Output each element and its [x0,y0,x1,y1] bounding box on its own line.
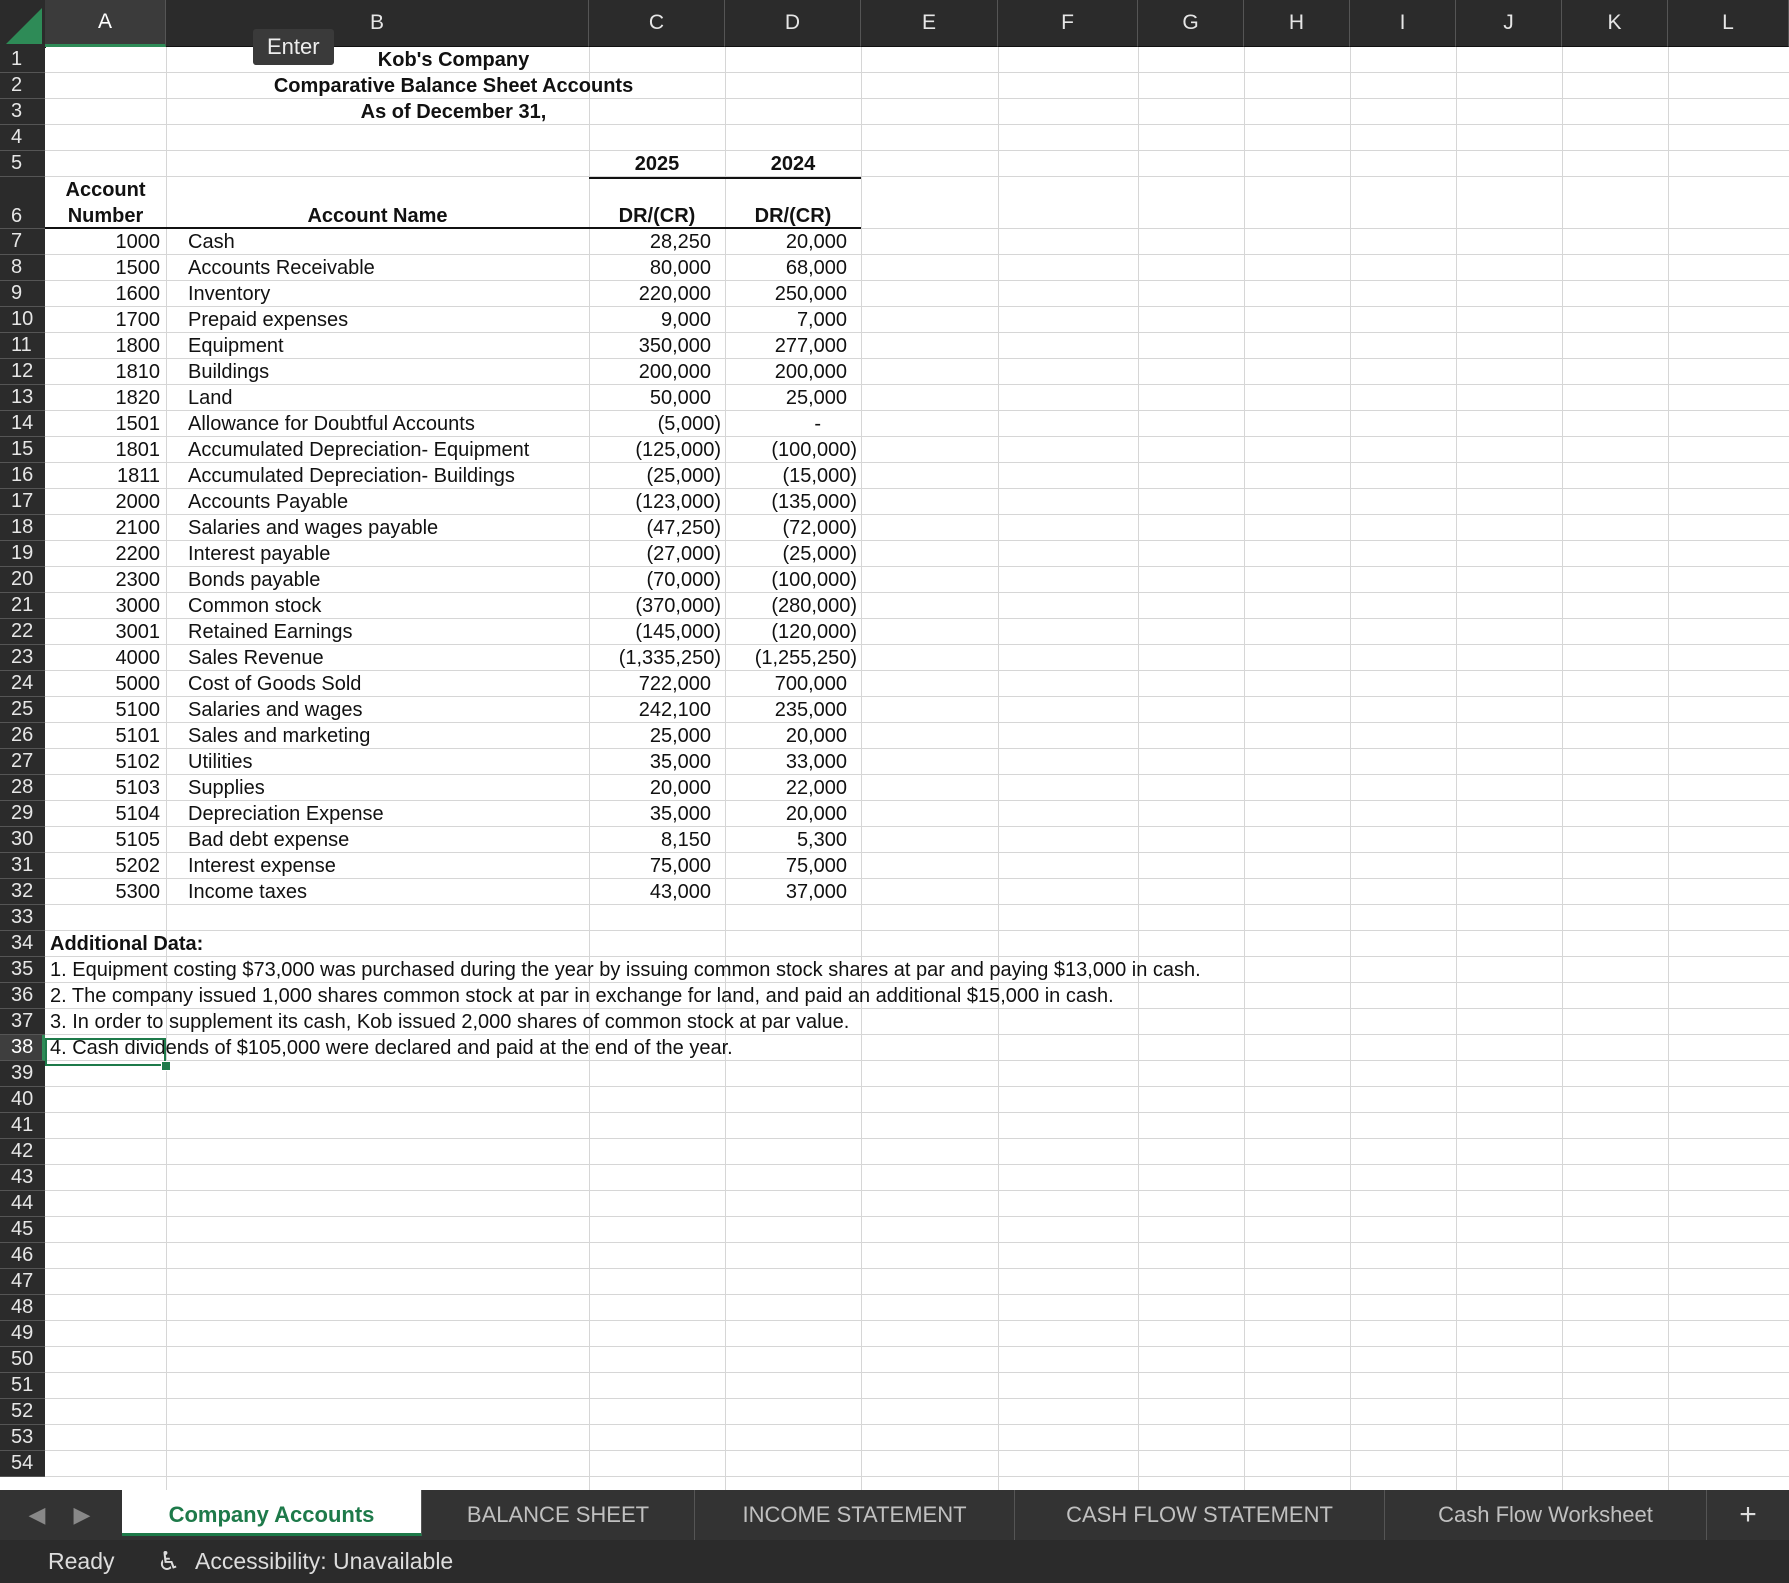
value-2024[interactable]: 700,000 [774,673,847,695]
value-2025[interactable]: (27,000) [646,543,721,565]
row-header-4[interactable]: 4 [0,125,45,151]
enter-mode-tooltip: Enter [253,29,334,65]
row-gridline [45,1320,1789,1321]
row-header-15[interactable]: 15 [0,437,45,463]
status-bar [0,1540,1789,1583]
value-2025[interactable]: 50,000 [649,387,711,409]
account-name[interactable]: Salaries and wages payable [188,517,439,539]
accessibility-status[interactable]: Accessibility: Unavailable [195,1548,454,1574]
value-2025[interactable]: (47,250) [646,517,721,539]
row-gridline [45,1112,1789,1113]
row-header-48[interactable]: 48 [0,1295,45,1321]
value-2025[interactable]: 242,100 [638,699,711,721]
account-name[interactable]: Accounts Payable [188,491,349,513]
row-header-21[interactable]: 21 [0,593,45,619]
row-gridline [45,1216,1789,1217]
value-2024[interactable]: 5,300 [796,829,847,851]
row-header-46[interactable]: 46 [0,1243,45,1269]
additional-data-heading[interactable]: Additional Data: [50,933,204,955]
column-header-k[interactable]: K [1562,0,1668,47]
header-account-name[interactable]: Account Name [307,205,448,227]
value-2025[interactable]: 200,000 [638,361,711,383]
column-header-h[interactable]: H [1244,0,1350,47]
row-header-13[interactable]: 13 [0,385,45,411]
column-header-i[interactable]: I [1350,0,1456,47]
account-number[interactable]: 5101 [115,725,160,747]
additional-data-line[interactable]: 2. The company issued 1,000 shares common stock at par in exchange for land, and paid an additional $15,000 in cash. [50,985,1114,1007]
account-number[interactable]: 1810 [115,361,160,383]
column-gridline [861,47,862,1490]
column-gridline [1456,47,1457,1490]
row-header-16[interactable]: 16 [0,463,45,489]
year-2025[interactable]: 2025 [589,151,725,179]
value-2025[interactable]: (125,000) [635,439,721,461]
row-header-26[interactable]: 26 [0,723,45,749]
row-gridline [45,150,1789,151]
row-header-20[interactable]: 20 [0,567,45,593]
account-name[interactable]: Salaries and wages [188,699,363,721]
company-title[interactable]: Kob's Company [377,49,530,71]
value-2025[interactable]: 8,150 [660,829,711,851]
value-2024[interactable]: (72,000) [782,517,857,539]
column-header-e[interactable]: E [861,0,998,47]
row-header-29[interactable]: 29 [0,801,45,827]
value-2025[interactable]: 722,000 [638,673,711,695]
column-gridline [166,47,167,1490]
sheet-tab-bar [0,1490,1789,1540]
value-2025[interactable]: 25,000 [649,725,711,747]
account-number[interactable]: 5300 [115,881,160,903]
value-2024[interactable]: 200,000 [774,361,847,383]
row-header-3[interactable]: 3 [0,99,45,125]
account-name[interactable]: Utilities [188,751,253,773]
account-name[interactable]: Equipment [188,335,284,357]
account-number[interactable]: 2100 [115,517,160,539]
row-header-38[interactable]: 38 [0,1035,45,1061]
row-header-43[interactable]: 43 [0,1165,45,1191]
account-name[interactable]: Cost of Goods Sold [188,673,362,695]
row-header-25[interactable]: 25 [0,697,45,723]
column-header-f[interactable]: F [998,0,1138,47]
account-number[interactable]: 2200 [115,543,160,565]
account-number[interactable]: 1700 [115,309,160,331]
row-header-22[interactable]: 22 [0,619,45,645]
value-2024[interactable]: (280,000) [771,595,857,617]
row-header-31[interactable]: 31 [0,853,45,879]
column-gridline [1138,47,1139,1490]
account-number[interactable]: 4000 [115,647,160,669]
value-2024[interactable]: (25,000) [782,543,857,565]
row-header-51[interactable]: 51 [0,1373,45,1399]
header-account[interactable]: Account [65,179,146,201]
value-2025[interactable]: 75,000 [649,855,711,877]
year-2024[interactable]: 2024 [725,151,861,179]
row-header-42[interactable]: 42 [0,1139,45,1165]
fill-handle[interactable] [161,1061,171,1071]
account-name[interactable]: Prepaid expenses [188,309,349,331]
row-header-45[interactable]: 45 [0,1217,45,1243]
row-header-40[interactable]: 40 [0,1087,45,1113]
column-header-g[interactable]: G [1138,0,1244,47]
additional-data-line[interactable]: 1. Equipment costing $73,000 was purchased during the year by issuing common stock shares at par and paying $13,000 in cash. [50,959,1201,981]
column-gridline [1562,47,1563,1490]
account-name[interactable]: Sales and marketing [188,725,371,747]
value-2024[interactable]: - [814,413,821,435]
row-header-34[interactable]: 34 [0,931,45,957]
row-gridline [45,1372,1789,1373]
account-name[interactable]: Bonds payable [188,569,321,591]
row-gridline [45,1294,1789,1295]
tab-cash-flow-worksheet[interactable]: Cash Flow Worksheet [1385,1490,1707,1540]
value-2024[interactable]: 235,000 [774,699,847,721]
column-header-l[interactable]: L [1668,0,1789,47]
header-drcr-2024[interactable]: DR/(CR) [754,205,832,227]
row-gridline [45,1424,1789,1425]
value-2025[interactable]: 80,000 [649,257,711,279]
row-header-30[interactable]: 30 [0,827,45,853]
account-number[interactable]: 5102 [115,751,160,773]
row-header-52[interactable]: 52 [0,1399,45,1425]
row-gridline [45,1190,1789,1191]
status-ready: Ready [48,1548,115,1574]
account-number[interactable]: 5000 [115,673,160,695]
column-header-b[interactable]: B [166,0,589,47]
account-number[interactable]: 1801 [115,439,160,461]
additional-data-line[interactable]: 3. In order to supplement its cash, Kob issued 2,000 shares of common stock at par value. [50,1011,850,1033]
header-drcr-2025[interactable]: DR/(CR) [618,205,696,227]
row-gridline [45,1346,1789,1347]
column-gridline [1350,47,1351,1490]
row-header-2[interactable]: 2 [0,73,45,99]
row-header-11[interactable]: 11 [0,333,45,359]
column-header-a[interactable]: A [45,0,166,47]
row-header-19[interactable]: 19 [0,541,45,567]
row-header-49[interactable]: 49 [0,1321,45,1347]
value-2024[interactable]: 250,000 [774,283,847,305]
account-name[interactable]: Accounts Receivable [188,257,375,279]
row-gridline [45,176,1789,177]
value-2025[interactable]: (25,000) [646,465,721,487]
row-header-28[interactable]: 28 [0,775,45,801]
account-name[interactable]: Accumulated Depreciation- Equipment [188,439,530,461]
row-header-35[interactable]: 35 [0,957,45,983]
tab-income-statement[interactable]: INCOME STATEMENT [695,1490,1015,1540]
value-2025[interactable]: (145,000) [635,621,721,643]
tab-company-accounts[interactable]: Company Accounts [122,1490,422,1536]
sheet-subtitle[interactable]: Comparative Balance Sheet Accounts [273,75,634,97]
account-name[interactable]: Buildings [188,361,270,383]
account-number[interactable]: 1501 [115,413,160,435]
account-name[interactable]: Sales Revenue [188,647,324,669]
add-sheet-button[interactable]: + [1739,1498,1757,1531]
row-header-53[interactable]: 53 [0,1425,45,1451]
value-2024[interactable]: (120,000) [771,621,857,643]
account-number[interactable]: 3000 [115,595,160,617]
row-header-36[interactable]: 36 [0,983,45,1009]
value-2024[interactable]: 22,000 [785,777,847,799]
row-gridline [45,1268,1789,1269]
value-2025[interactable]: 35,000 [649,803,711,825]
row-gridline [45,1450,1789,1451]
as-of-date[interactable]: As of December 31, [360,101,547,123]
column-header-d[interactable]: D [725,0,861,47]
account-number[interactable]: 1600 [115,283,160,305]
active-cell-a38[interactable] [45,1038,166,1066]
row-header-5[interactable]: 5 [0,151,45,177]
row-header-33[interactable]: 33 [0,905,45,931]
account-number[interactable]: 5103 [115,777,160,799]
column-header-j[interactable]: J [1456,0,1562,47]
value-2024[interactable]: 20,000 [785,725,847,747]
row-header-18[interactable]: 18 [0,515,45,541]
row-gridline [45,1398,1789,1399]
account-name[interactable]: Retained Earnings [188,621,353,643]
value-2025[interactable]: (70,000) [646,569,721,591]
value-2024[interactable]: 68,000 [785,257,847,279]
select-all-corner[interactable] [0,0,46,48]
account-number[interactable]: 5202 [115,855,160,877]
row-gridline [45,1086,1789,1087]
additional-data-line[interactable]: 4. Cash dividends of $105,000 were declared and paid at the end of the year. [50,1037,733,1059]
value-2025[interactable]: 350,000 [638,335,711,357]
column-gridline [998,47,999,1490]
value-2025[interactable]: (123,000) [635,491,721,513]
accessibility-icon[interactable]: ♿ [157,1546,181,1576]
value-2024[interactable]: 7,000 [796,309,847,331]
row-header-27[interactable]: 27 [0,749,45,775]
value-2024[interactable]: 277,000 [774,335,847,357]
account-number[interactable]: 1800 [115,335,160,357]
account-name[interactable]: Bad debt expense [188,829,350,851]
value-2025[interactable]: 35,000 [649,751,711,773]
value-2025[interactable]: 20,000 [649,777,711,799]
value-2024[interactable]: (135,000) [771,491,857,513]
row-header-6[interactable]: 6 [0,177,45,229]
value-2025[interactable]: (5,000) [657,413,721,435]
value-2024[interactable]: 25,000 [785,387,847,409]
value-2025[interactable]: (1,335,250) [618,647,721,669]
row-header-41[interactable]: 41 [0,1113,45,1139]
value-2025[interactable]: 220,000 [638,283,711,305]
account-name[interactable]: Inventory [188,283,271,305]
row-header-12[interactable]: 12 [0,359,45,385]
value-2025[interactable]: 9,000 [660,309,711,331]
next-sheet-icon[interactable]: ▶ [73,1502,91,1527]
account-name[interactable]: Allowance for Doubtful Accounts [188,413,475,435]
row-header-23[interactable]: 23 [0,645,45,671]
column-header-c[interactable]: C [589,0,725,47]
tab-cash-flow-statement[interactable]: CASH FLOW STATEMENT [1015,1490,1385,1540]
value-2025[interactable]: 43,000 [649,881,711,903]
row-header-14[interactable]: 14 [0,411,45,437]
account-name[interactable]: Land [188,387,233,409]
column-gridline [1244,47,1245,1490]
column-gridline [1668,47,1669,1490]
row-header-8[interactable]: 8 [0,255,45,281]
row-header-54[interactable]: 54 [0,1451,45,1477]
value-2024[interactable]: (1,255,250) [754,647,857,669]
row-header-37[interactable]: 37 [0,1009,45,1035]
account-number[interactable]: 1500 [115,257,160,279]
row-header-24[interactable]: 24 [0,671,45,697]
account-name[interactable]: Common stock [188,595,322,617]
value-2024[interactable]: 37,000 [785,881,847,903]
account-number[interactable]: 5104 [115,803,160,825]
value-2024[interactable]: (100,000) [771,569,857,591]
account-number[interactable]: 1000 [115,231,160,253]
row-header-39[interactable]: 39 [0,1061,45,1087]
value-2024[interactable]: 33,000 [785,751,847,773]
row-gridline [45,1476,1789,1477]
value-2024[interactable]: 75,000 [785,855,847,877]
account-number[interactable]: 5100 [115,699,160,721]
prev-sheet-icon[interactable]: ◀ [28,1502,46,1527]
account-number[interactable]: 1811 [116,465,160,487]
header-number[interactable]: Number [67,205,144,227]
value-2025[interactable]: (370,000) [635,595,721,617]
value-2025[interactable]: 28,250 [649,231,711,253]
account-number[interactable]: 5105 [115,829,160,851]
account-name[interactable]: Accumulated Depreciation- Buildings [188,465,515,487]
row-header-1[interactable]: 1 [0,47,45,73]
row-header-32[interactable]: 32 [0,879,45,905]
row-header-50[interactable]: 50 [0,1347,45,1373]
account-name[interactable]: Interest payable [188,543,331,565]
value-2024[interactable]: (100,000) [771,439,857,461]
row-header-9[interactable]: 9 [0,281,45,307]
value-2024[interactable]: 20,000 [785,803,847,825]
row-gridline [45,1242,1789,1243]
account-name[interactable]: Depreciation Expense [188,803,384,825]
row-header-10[interactable]: 10 [0,307,45,333]
row-header-7[interactable]: 7 [0,229,45,255]
account-name[interactable]: Interest expense [188,855,336,877]
tab-balance-sheet[interactable]: BALANCE SHEET [422,1490,695,1540]
row-header-44[interactable]: 44 [0,1191,45,1217]
account-name[interactable]: Cash [188,231,235,253]
account-number[interactable]: 3001 [115,621,160,643]
account-number[interactable]: 2000 [115,491,160,513]
account-name[interactable]: Supplies [188,777,265,799]
row-header-17[interactable]: 17 [0,489,45,515]
account-name[interactable]: Income taxes [188,881,307,903]
value-2024[interactable]: 20,000 [785,231,847,253]
value-2024[interactable]: (15,000) [782,465,857,487]
row-header-47[interactable]: 47 [0,1269,45,1295]
row-gridline [45,1138,1789,1139]
account-number[interactable]: 2300 [115,569,160,591]
row-gridline [45,1164,1789,1165]
account-number[interactable]: 1820 [115,387,160,409]
